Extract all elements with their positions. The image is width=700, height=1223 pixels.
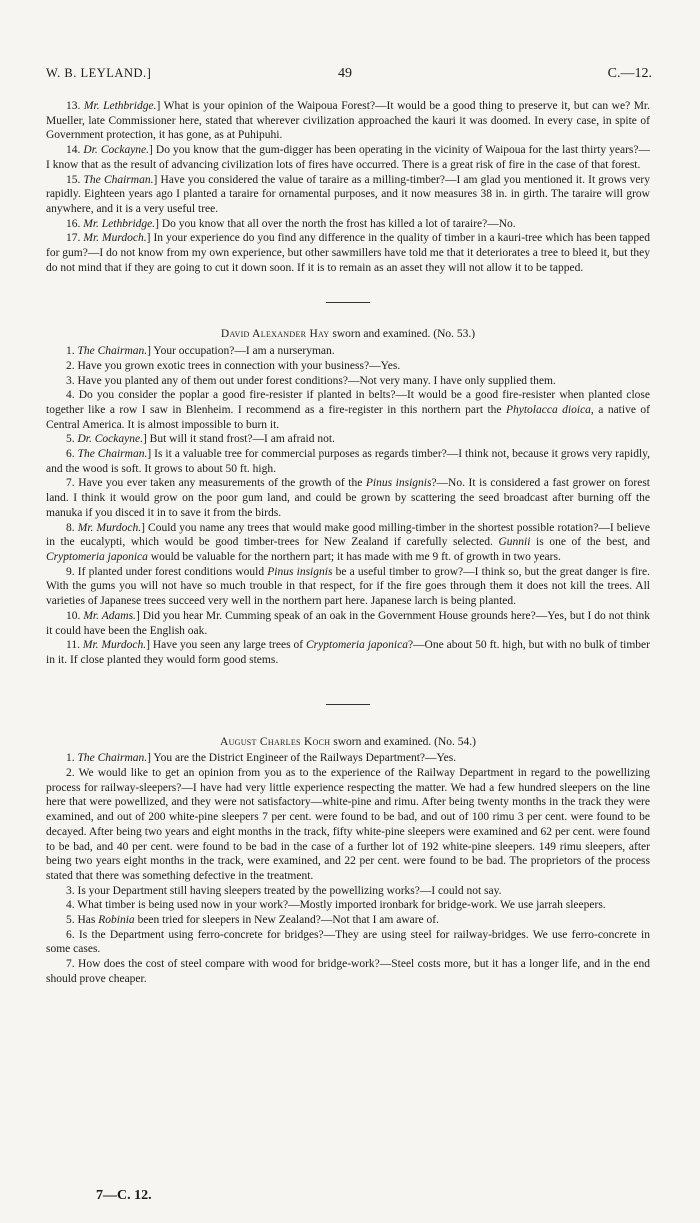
paragraph-1: 1. The Chairman.] You are the District Engineer of the Railways Department?—Yes. (66, 752, 457, 765)
paragraph-8: 8. Mr. Murdoch.] Could you name any trees that would make good milling-timber in the shortest possible rotation?—I believe in the eucalypti, which would be good timber-trees for New Zealand if carefully selected. Gunnii is one of the best, and Cryptomeria japonica would be valuable for the northern part; it has made with me 9 ft. of growth in two years. (46, 521, 651, 563)
witness-heading: David Alexander Hay sworn and examined. (No. 53.) (220, 328, 476, 341)
witness-heading: August Charles Koch sworn and examined. (No. 54.) (219, 735, 477, 748)
paragraph-17: 17. Mr. Murdoch.] In your experience do you find any difference in the quality of timber in a kauri-tree which has been tapped for gum?—I do not know from my own experience, but other sawmillers have told me that it deteriorates a tree to bleed it, but they do not mind that if they are going to cut it down soon. If it is to remain as an asset they will not allow it to be tapped. (46, 232, 650, 274)
paragraph-15: 15. The Chairman.] Have you considered the value of taraire as a milling-timber?—I am glad you mentioned it. It grows very rapidly. Eighteen years ago I planted a taraire for ornamental purposes, and it now measures 38 in. in girth. The taraire will grow anywhere, and it is a very useful tree. (46, 173, 650, 215)
paragraph-1: 1. The Chairman.] Your occupation?—I am a nurseryman. (66, 345, 335, 358)
section-divider (326, 302, 370, 303)
paragraph-3: 3. Have you planted any of them out under forest conditions?—Not very many. I have only supplied them. (66, 374, 556, 387)
paragraph-2: 2. We would like to get an opinion from you as to the experience of the Railway Department in regard to the powellizing process for railway-sleepers?—I have had very little experience respecting the matter. We had a few hundred sleepers on the line here that were powellized, and they were not satisfactory—white-pine and rimu. After being twenty months in the track they were examined, and out of 200 white-pine sleepers 7 per cent. were found to be bad, and out of 100 rimu 3 per cent. were found to be decayed. After being two years and eight months in the track, fifty white-pine sleepers were examined and 62 per cent. were found to be bad, and 40 per cent. were found to be bad in the case of a further lot of 192 white-pine sleepers. 149 rimu sleepers, after being two years eight months in the track, were examined, and 22 per cent. were found to be bad. The proprietors of the process stated that there was something defective in the treatment. (46, 767, 650, 882)
paragraph-4: 4. Do you consider the poplar a good fire-resister if planted in belts?—It would be a good fire-resister when planted close together like a row I saw in Blenheim. I recommend as a fire-register in this northern part the Phytolacca dioica, a native of Central America. It is almost impossible to burn it. (46, 389, 650, 431)
paragraph-6: 6. Is the Department using ferro-concrete for bridges?—They are using steel for railway-bridges. We use ferro-concrete in some cases. (46, 928, 650, 956)
page-number: 49 (338, 66, 352, 81)
paragraph-7: 7. How does the cost of steel compare with wood for bridge-work?—Steel costs more, but it has a longer life, and in the end should prove cheaper. (46, 958, 650, 985)
page-header (46, 66, 652, 84)
header-witness-name: W. B. LEYLAND.] (46, 66, 152, 80)
paragraph-5: 5. Has Robinia been tried for sleepers in New Zealand?—Not that I am aware of. (66, 914, 439, 927)
document-body (46, 99, 650, 987)
paragraph-16: 16. Mr. Lethbridge.] Do you know that all over the north the frost has killed a lot of taraire?—No. (66, 217, 516, 230)
paragraph-3: 3. Is your Department still having sleepers treated by the powellizing works?—I could not say. (66, 884, 502, 897)
paragraph-10: 10. Mr. Adams.] Did you hear Mr. Cumming speak of an oak in the Government House grounds here?—Yes, but I do not think it could have been the English oak. (46, 609, 651, 637)
paragraph-13: 13. Mr. Lethbridge.] What is your opinion of the Waipoua Forest?—It would be a good thing to preserve it, but can we? Mr. Mueller, late Commissioner here, stated that wherever civilization approached the kauri it was doomed. In every case, in spite of Government protection, it has gone, as at Puhipuhi. (46, 100, 651, 142)
paragraph-9: 9. If planted under forest conditions would Pinus insignis be a useful timber to grow?—I think so, but the great danger is fire. With the gums you will not have so much trouble in that respect, for if the fire goes through them it does not kill the trees. All varieties of Japanese trees succeed very well in the northern part here. Japanese larch is being planted. (46, 565, 650, 608)
paragraph-11: 11. Mr. Murdoch.] Have you seen any large trees of Cryptomeria japonica?—One about 50 ft. high, but with no bulk of timber in it. If close planted they would form good stems. (46, 639, 650, 666)
paragraph-5: 5. Dr. Cockayne.] But will it stand frost?—I am afraid not. (66, 433, 335, 446)
paragraph-14: 14. Dr. Cockayne.] Do you know that the gum-digger has been operating in the vicinity of Waipoua for the last thirty years?—I know that as the result of advancing civilization lots of fires have occurred. There is a great risk of fire in the case of that forest. (46, 144, 650, 171)
paragraph-6: 6. The Chairman.] Is it a valuable tree for commercial purposes as regards timber?—I think not, because it grows very rapidly, and the wood is soft. It grows to about 50 ft. high. (46, 448, 651, 475)
page-signature: 7—C. 12. (96, 1188, 152, 1203)
paragraph-2: 2. Have you grown exotic trees in connection with your business?—Yes. (66, 359, 401, 372)
paragraph-7: 7. Have you ever taken any measurements of the growth of the Pinus insignis?—No. It is considered a fast grower on forest land. I think it would grow on the poor gum land, and could be grown by scattering the seed broadcast after burning off the manuka if you disced it in to save it from the birds. (46, 477, 651, 519)
section-divider (326, 704, 370, 705)
document-reference: C.—12. (607, 66, 652, 81)
paragraph-4: 4. What timber is being used now in your work?—Mostly imported ironbark for bridge-work. We use jarrah sleepers. (66, 899, 606, 912)
